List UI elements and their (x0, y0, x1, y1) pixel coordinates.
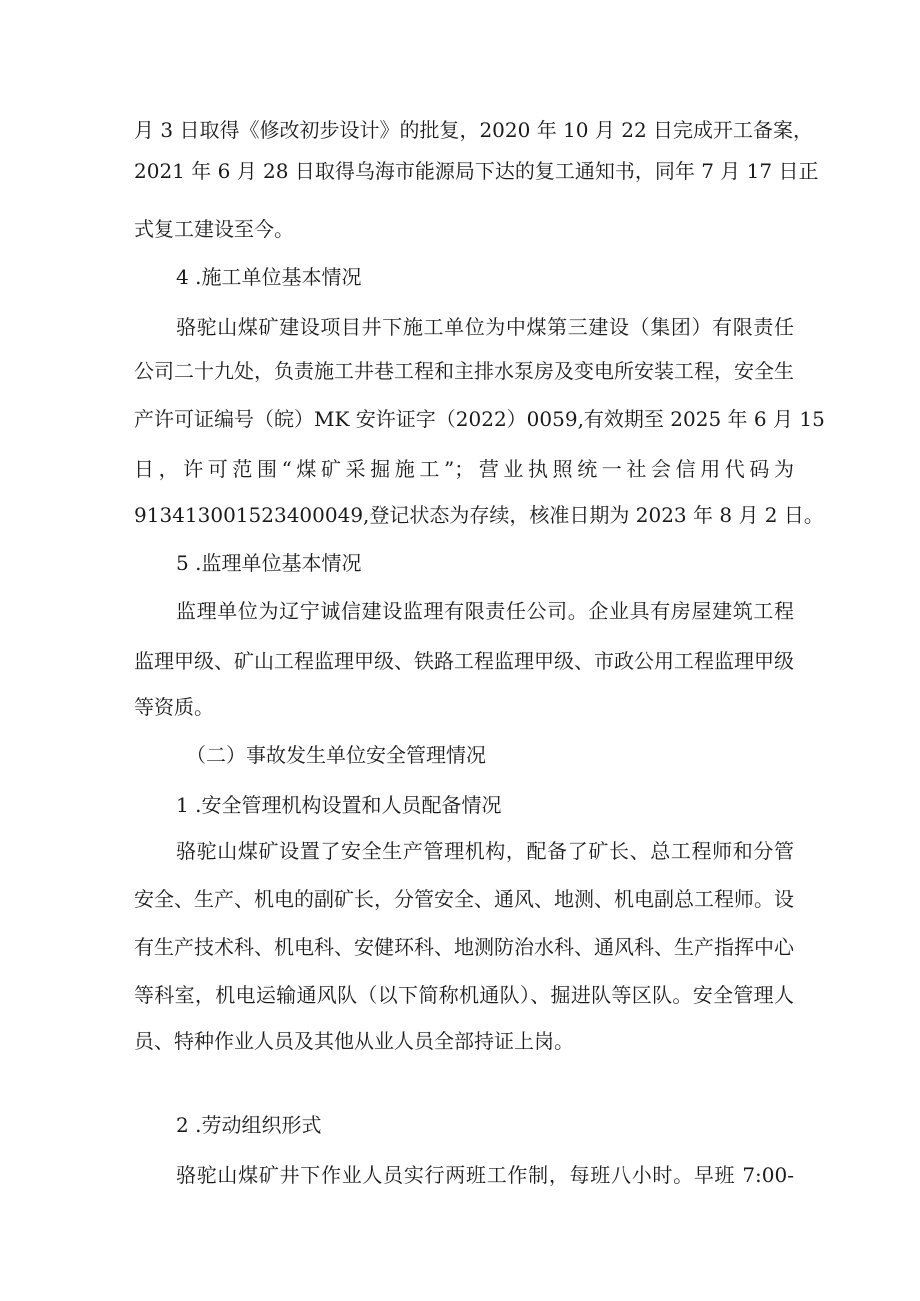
body-line: 式复工建设至今。 (134, 217, 294, 241)
chapter-heading: （二）事故发生单位安全管理情况 (186, 743, 486, 767)
body-line: 产许可证编号（皖）MK 安许证字（2022）0059,有效期至 2025 年 6 月 15 (134, 407, 825, 431)
body-line: 日，许可范围“煤矿采掘施工”；营业执照统一社会信用代码为 (134, 457, 794, 481)
section-heading: 4 .施工单位基本情况 (176, 265, 362, 289)
body-line: 有生产技术科、机电科、安健环科、地测防治水科、通风科、生产指挥中心 (134, 935, 794, 959)
body-line: 骆驼山煤矿井下作业人员实行两班工作制，每班八小时。早班 7:00- (176, 1163, 794, 1187)
body-line: 等资质。 (134, 695, 214, 719)
body-line: 2021 年 6 月 28 日取得乌海市能源局下达的复工通知书，同年 7 月 17 日正 (134, 159, 819, 183)
body-line: 监理单位为辽宁诚信建设监理有限责任公司。企业具有房屋建筑工程 (176, 599, 794, 623)
body-line: 安全、生产、机电的副矿长，分管安全、通风、地测、机电副总工程师。设 (134, 887, 794, 911)
body-line: 月 3 日取得《修改初步设计》的批复，2020 年 10 月 22 日完成开工备案， (134, 118, 814, 142)
section-heading: 5 .监理单位基本情况 (176, 551, 362, 575)
section-heading: 1 .安全管理机构设置和人员配备情况 (176, 793, 502, 817)
body-line: 913413001523400049,登记状态为存续，核准日期为 2023 年 8 月 2 日。 (134, 503, 824, 527)
body-line: 骆驼山煤矿设置了安全生产管理机构，配备了矿长、总工程师和分管 (176, 839, 794, 863)
body-line: 监理甲级、矿山工程监理甲级、铁路工程监理甲级、市政公用工程监理甲级 (134, 649, 794, 673)
section-heading: 2 .劳动组织形式 (176, 1113, 322, 1137)
body-line: 等科室，机电运输通风队（以下简称机通队）、掘进队等区队。安全管理人 (134, 983, 794, 1007)
body-line: 公司二十九处，负责施工井巷工程和主排水泵房及变电所安装工程，安全生 (134, 359, 794, 383)
body-line: 骆驼山煤矿建设项目井下施工单位为中煤第三建设（集团）有限责任 (176, 315, 794, 339)
body-line: 员、特种作业人员及其他从业人员全部持证上岗。 (134, 1029, 574, 1053)
